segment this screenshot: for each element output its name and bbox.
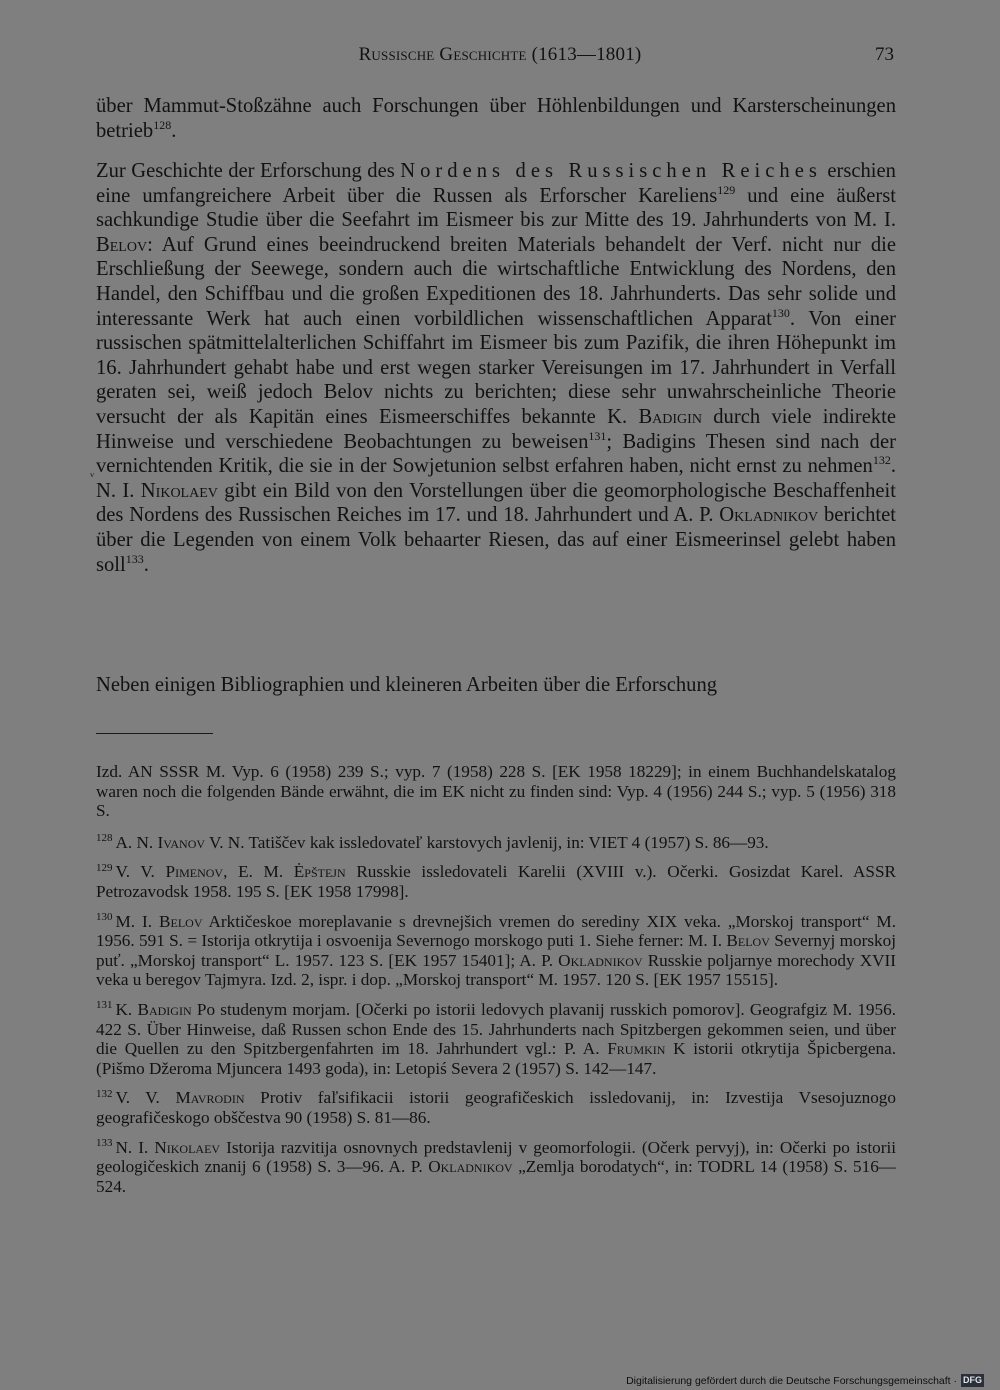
fn-text: A. N. [115, 832, 158, 852]
p2-text-2: erschien eine umfangreichere Arbeit über die Russen als Erforscher Kareliens [96, 160, 896, 207]
footnote-number: 129 [96, 861, 113, 874]
footnote-continuation: Izd. AN SSSR M. Vyp. 6 (1958) 239 S.; vyp. 7 (1958) 228 S. [EK 1958 18229]; in einem Buchhandelskatalog waren noch die folgenden Bände erwähnt, die im EK nicht zu finden sind: Vyp. 4 (1956) 244 S.; vyp. 5 (1956) 318 S. [96, 762, 896, 821]
fn-text: V. N. Tatiščev kak issledovateľ karstovych javlenij, in: VIET 4 (1957) S. 86—93. [205, 832, 769, 852]
fn-text: K istorii otkrytija Špicbergena. (Pišmo Džeroma Mjuncera 1493 goda), in: Letopiś Severa 2 (1957) S. 142—147. [96, 1039, 897, 1078]
footnote-number: 133 [96, 1136, 113, 1149]
fn-text: Protiv faľsifikacii istorii geografičeskich issledovanij, in: Izvestija Vsesojuznogo geografičeskogo obščestva 90 (1958) S. 81—86. [96, 1088, 896, 1127]
footnote-131 [96, 1000, 896, 1078]
page-number: 73 [875, 44, 894, 65]
paragraph-3-text: Neben einigen Bibliographien und kleineren Arbeiten über die Erforschung [96, 674, 718, 696]
footnote-ref-133[interactable]: 133 [125, 551, 144, 566]
footnote-ref-130[interactable]: 130 [771, 305, 790, 320]
fn-text: Po studenym morjam. [Očerki po istorii ledovych plavanij russkich pomorov]. Geografgiz M. 1956. 422 S. Über Hinweise, daß Russen schon Ende des 15. Jahrhunderts nach Spitzbergen gekommen seien, und über die Quellen zu den Spitzbergenfahrten im 18. Jahrhundert vgl.: P. A. [96, 999, 896, 1059]
fn-author: Ivanov [157, 832, 206, 852]
digitization-credit [626, 1374, 984, 1387]
paragraph-1-end: . [171, 119, 177, 142]
p2-text-10: berichtet über die Legenden von einem Volk behaarter Riesen, das auf einer Eismeerinsel gelebt haben soll [96, 504, 896, 576]
fn-text: Russkie poljarnye morechody XVII veka u beregov Tajmyra. Izd. 2, ispr. i dop. „Morskoj transport“ M. 1957. 120 S. [EK 1957 15515]. [96, 950, 896, 990]
paragraph-1-text: über Mammut-Stoßzähne auch Forschungen über Höhlenbildungen und Karsterscheinungen betrieb [96, 95, 896, 142]
fn-text: Arktičeskoe moreplavanie s drevnejšich vremen do serediny XIX veka. „Morskoj transport“ M. 1956. 591 S. = Istorija otkrytija i osvoenija Severnogo morskogo puti 1. Siehe ferner: M. I. [96, 911, 896, 951]
fn-text: Severnyj morskoj puť. „Morskoj transport“ L. 1957. 123 S. [EK 1957 15401]; A. P. [96, 931, 896, 970]
footnote-133 [96, 1138, 896, 1197]
running-title [0, 44, 1000, 66]
paragraph-3 [96, 673, 896, 698]
p2-spaced-text: Nordens des Russischen Reiches [400, 160, 822, 182]
margin-mark: ᵥ [90, 465, 95, 480]
fn-text: K. [115, 999, 138, 1019]
p2-text-9: gibt ein Bild von den Vorstellungen über die geomorphologische Beschaffenheit des Nordens des Russischen Reiches im 17. und 18. Jahrhundert und A. P. [96, 479, 896, 527]
p2-text-8: . N. I. [96, 455, 896, 502]
fn-author: Mavrodin [175, 1088, 245, 1108]
p2-text-11: . [143, 553, 149, 576]
fn-text: , E. M. [223, 862, 294, 882]
dfg-logo: DFG [963, 1375, 982, 1385]
footnote-ref-132[interactable]: 132 [872, 453, 891, 468]
paragraph-2 [96, 159, 896, 577]
fn-text: V. V. [115, 1088, 176, 1108]
footnote-divider [96, 733, 213, 734]
author-okladnikov: Okladnikov [719, 504, 819, 527]
fn-text: „Zemlja borodatych“, in: TODRL 14 (1958) S. 516—524. [96, 1157, 896, 1196]
paragraph-1 [96, 94, 896, 143]
p2-text-6: durch viele indirekte Hinweise und verschiedene Beobachtungen zu beweisen [96, 405, 896, 453]
p2-text-7: ; Badigins Thesen sind nach der vernichtenden Kritik, die sie in der Sowjetunion selbst erfahren haben, nicht ernst zu nehmen [96, 430, 896, 478]
fn-author: Okladnikov [428, 1157, 513, 1177]
fn-text: M. I. [115, 911, 160, 931]
fn-author: Belov [159, 911, 203, 931]
fn-author: Belov [726, 931, 770, 951]
credit-text: Digitalisierung gefördert durch die Deutsche Forschungsgemeinschaft · [626, 1374, 957, 1387]
footnotes [96, 762, 896, 1206]
p2-text-5: . Von einer russischen spätmittelalterlichen Schiffahrt im Eismeer bis zum Pazifik, die ihren Höhepunkt im 16. Jahrhundert gehabt habe und erst wegen starker Vereisungen im 17. Jahrhundert in Verfall geraten sei, weiß jedoch Belov nichts zu berichten; diese sehr unwahrscheinliche Theorie versucht der als Kapitän eines Eismeerschiffes bekannte K. [96, 307, 897, 428]
fn-text: Russkie issledovateli Karelii (XVIII v.). Očerki. Gosizdat Karel. ASSR Petrozavodsk 1958. 195 S. [EK 1958 17998]. [96, 862, 896, 901]
running-header [0, 42, 1000, 72]
running-title-sc: Russische Geschichte [358, 44, 527, 65]
footnote-ref-129[interactable]: 129 [717, 182, 736, 197]
fn-text: V. V. [115, 862, 166, 882]
author-nikolaev: Nikolaev [140, 479, 218, 502]
fn-author: Pimenov [165, 862, 224, 882]
footnote-ref-128[interactable]: 128 [153, 117, 172, 132]
fn-author: Nikolaev [154, 1137, 221, 1157]
footnote-128 [96, 833, 896, 853]
fn-author: Ėpštejn [293, 862, 346, 882]
footnote-ref-131[interactable]: 131 [588, 428, 607, 443]
fn-text: N. I. [115, 1137, 155, 1157]
footnote-130 [96, 912, 896, 990]
footnote-132 [96, 1088, 896, 1127]
fn-author: Frumkin [607, 1039, 666, 1059]
author-belov: Belov [96, 233, 148, 256]
author-badigin: Badigin [638, 405, 702, 428]
p2-text-3: und eine äußerst sachkundige Studie über die Seefahrt im Eismeer bis zur Mitte des 19. Jahrhunderts von M. I. [96, 184, 896, 232]
footnote-number: 131 [96, 999, 113, 1012]
fn-author: Badigin [137, 999, 192, 1019]
footnote-number: 128 [96, 832, 113, 845]
footnote-129 [96, 862, 896, 901]
p2-text-1: Zur Geschichte der Erforschung des [96, 160, 401, 182]
footnote-number: 130 [96, 910, 113, 923]
footnote-number: 132 [96, 1087, 113, 1100]
fn-text: Istorija razvitija osnovnych predstavlenij v geomorfologii. (Očerk pervyj), in: Očerki po istorii geologičeskich znanij 6 (1958) S. 3—96. A. P. [96, 1137, 896, 1177]
p2-text-4: : Auf Grund eines beeindruckend breiten Materials behandelt der Verf. nicht nur die Erschließung der Seewege, sondern auch die wirtschaftliche Entwicklung des Nordens, den Handel, den Schiffbau und die großen Expeditionen des 18. Jahrhunderts. Das sehr solide und interessante Werk hat auch einen vorbildlichen wissenschaftlichen Apparat [96, 233, 896, 330]
fn-author: Okladnikov [558, 950, 643, 970]
running-title-years: (1613—1801) [526, 44, 642, 65]
